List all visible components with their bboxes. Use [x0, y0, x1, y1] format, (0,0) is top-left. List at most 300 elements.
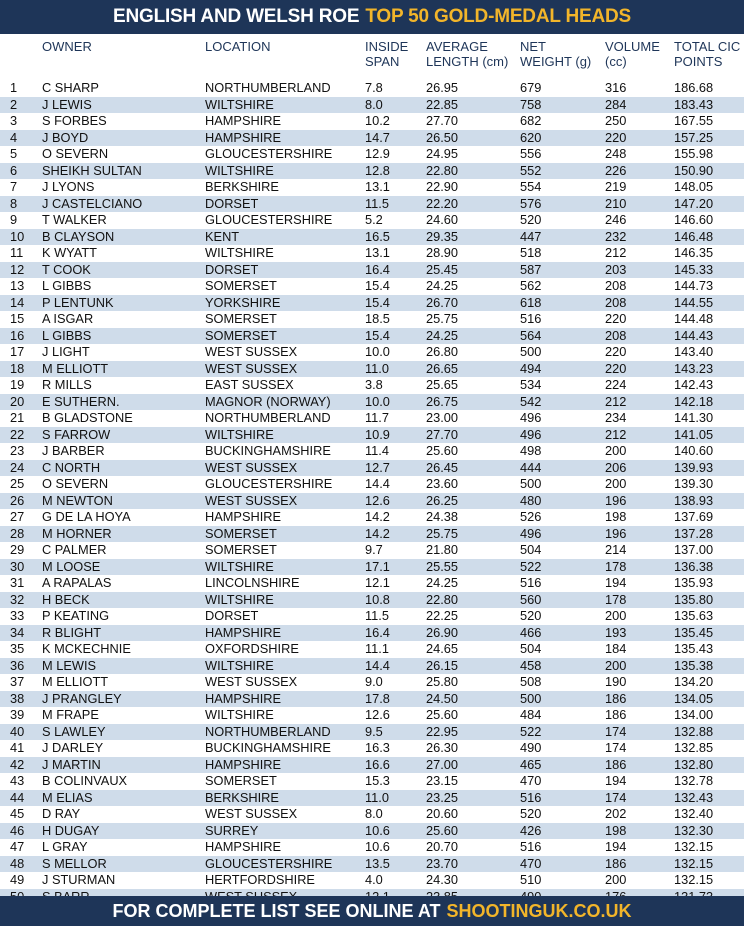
table-row	[0, 295, 744, 312]
footer-link[interactable]: SHOOTINGUK.CO.UK	[446, 900, 632, 921]
cell-owner: J CASTELCIANO	[42, 195, 143, 211]
cell-average-length: 29.35	[426, 228, 459, 244]
table-row	[0, 146, 744, 163]
table-row	[0, 328, 744, 345]
header-volume-line2: (cc)	[605, 54, 627, 69]
table-row	[0, 443, 744, 460]
cell-rank: 46	[10, 822, 25, 838]
cell-location: DORSET	[205, 608, 259, 623]
cell-volume: 178	[605, 591, 627, 607]
cell-owner: K MCKECHNIE	[42, 641, 131, 656]
cell-location: YORKSHIRE	[205, 294, 281, 310]
cell-rank: 29	[10, 542, 25, 557]
cell-average-length: 27.00	[426, 756, 459, 772]
table-row	[0, 410, 744, 427]
cell-average-length: 26.45	[426, 459, 459, 475]
cell-owner: C SHARP	[42, 80, 99, 95]
cell-rank: 22	[10, 426, 25, 442]
cell-owner: L GIBBS	[42, 327, 92, 343]
cell-net-weight: 516	[520, 575, 542, 590]
cell-location: WILTSHIRE	[205, 162, 274, 178]
cell-rank: 49	[10, 872, 25, 887]
cell-rank: 16	[10, 327, 25, 343]
cell-rank: 37	[10, 674, 25, 689]
cell-volume: 184	[605, 641, 627, 656]
cell-total-points: 134.20	[674, 674, 714, 689]
cell-volume: 208	[605, 294, 627, 310]
cell-owner: SHEIKH SULTAN	[42, 162, 142, 178]
cell-inside-span: 12.1	[365, 575, 390, 590]
cell-net-weight: 758	[520, 96, 542, 112]
cell-rank: 47	[10, 839, 25, 854]
cell-rank: 34	[10, 624, 25, 640]
cell-volume: 212	[605, 426, 627, 442]
cell-net-weight: 542	[520, 393, 542, 409]
cell-inside-span: 8.0	[365, 806, 383, 821]
table-row	[0, 311, 744, 328]
cell-owner: S FARROW	[42, 426, 111, 442]
cell-total-points: 183.43	[674, 96, 714, 112]
cell-rank: 40	[10, 723, 25, 739]
cell-rank: 4	[10, 129, 18, 145]
cell-inside-span: 18.5	[365, 311, 390, 326]
cell-rank: 12	[10, 261, 25, 277]
cell-location: BUCKINGHAMSHIRE	[205, 740, 331, 755]
cell-average-length: 24.60	[426, 212, 459, 227]
cell-net-weight: 518	[520, 245, 542, 260]
table-row	[0, 823, 744, 840]
cell-rank: 36	[10, 657, 25, 673]
cell-volume: 206	[605, 459, 627, 475]
table-row	[0, 757, 744, 774]
table-row	[0, 427, 744, 444]
table-header	[0, 34, 744, 80]
cell-volume: 224	[605, 377, 627, 392]
cell-total-points: 141.30	[674, 410, 714, 425]
table-row	[0, 526, 744, 543]
cell-location: HAMPSHIRE	[205, 839, 282, 854]
cell-rank: 17	[10, 344, 25, 359]
table-row	[0, 262, 744, 279]
cell-rank: 25	[10, 476, 25, 491]
cell-owner: T WALKER	[42, 212, 107, 227]
cell-location: WEST SUSSEX	[205, 344, 298, 359]
cell-volume: 186	[605, 690, 627, 706]
cell-inside-span: 12.6	[365, 707, 390, 722]
table-row	[0, 80, 744, 97]
cell-volume: 250	[605, 113, 627, 128]
cell-volume: 194	[605, 575, 627, 590]
cell-total-points: 132.43	[674, 789, 714, 805]
cell-location: MAGNOR (NORWAY)	[205, 393, 331, 409]
cell-net-weight: 520	[520, 806, 542, 821]
cell-total-points: 139.93	[674, 459, 714, 475]
cell-volume: 190	[605, 674, 627, 689]
cell-owner: B GLADSTONE	[42, 410, 133, 425]
cell-owner: J PRANGLEY	[42, 690, 122, 706]
cell-net-weight: 510	[520, 872, 542, 887]
cell-location: SOMERSET	[205, 525, 277, 541]
cell-rank: 19	[10, 377, 25, 392]
cell-owner: R MILLS	[42, 377, 92, 392]
cell-volume: 174	[605, 740, 627, 755]
cell-rank: 24	[10, 459, 25, 475]
cell-net-weight: 562	[520, 278, 542, 293]
cell-net-weight: 496	[520, 525, 542, 541]
cell-inside-span: 17.8	[365, 690, 390, 706]
cell-inside-span: 3.8	[365, 377, 383, 392]
cell-volume: 234	[605, 410, 627, 425]
cell-owner: J BOYD	[42, 129, 89, 145]
cell-net-weight: 534	[520, 377, 542, 392]
cell-average-length: 26.25	[426, 492, 459, 508]
cell-total-points: 146.35	[674, 245, 714, 260]
cell-average-length: 20.70	[426, 839, 459, 854]
cell-inside-span: 12.9	[365, 146, 390, 161]
cell-owner: P KEATING	[42, 608, 110, 623]
cell-average-length: 23.60	[426, 476, 459, 491]
cell-average-length: 24.25	[426, 327, 459, 343]
header-average-length-line2: LENGTH (cm)	[426, 54, 509, 69]
cell-owner: E SUTHERN.	[42, 393, 120, 409]
cell-rank: 44	[10, 789, 25, 805]
cell-average-length: 22.90	[426, 179, 459, 194]
table-row	[0, 278, 744, 295]
cell-total-points: 144.48	[674, 311, 714, 326]
cell-inside-span: 16.6	[365, 756, 390, 772]
cell-total-points: 132.80	[674, 756, 714, 772]
cell-owner: C PALMER	[42, 542, 107, 557]
cell-rank: 43	[10, 773, 25, 788]
cell-total-points: 143.40	[674, 344, 714, 359]
cell-total-points: 135.80	[674, 591, 714, 607]
cell-owner: J STURMAN	[42, 872, 116, 887]
cell-volume: 208	[605, 278, 627, 293]
cell-average-length: 20.60	[426, 806, 459, 821]
cell-rank: 1	[10, 80, 18, 95]
table-row	[0, 707, 744, 724]
header-average-length	[426, 39, 508, 69]
cell-inside-span: 16.3	[365, 740, 390, 755]
cell-rank: 2	[10, 96, 18, 112]
cell-rank: 31	[10, 575, 25, 590]
cell-inside-span: 15.4	[365, 294, 390, 310]
cell-net-weight: 500	[520, 344, 542, 359]
cell-inside-span: 10.9	[365, 426, 390, 442]
cell-average-length: 25.60	[426, 822, 459, 838]
cell-total-points: 157.25	[674, 129, 714, 145]
table-row	[0, 179, 744, 196]
cell-inside-span: 11.5	[365, 608, 389, 623]
cell-owner: O SEVERN	[42, 146, 109, 161]
cell-net-weight: 520	[520, 212, 542, 227]
cell-net-weight: 498	[520, 443, 542, 458]
cell-net-weight: 679	[520, 80, 542, 95]
cell-total-points: 138.93	[674, 492, 714, 508]
cell-total-points: 148.05	[674, 179, 714, 194]
cell-average-length: 26.75	[426, 393, 459, 409]
cell-owner: L GIBBS	[42, 278, 92, 293]
cell-inside-span: 12.8	[365, 162, 390, 178]
cell-volume: 316	[605, 80, 627, 95]
cell-total-points: 155.98	[674, 146, 714, 161]
table-row	[0, 625, 744, 642]
cell-location: WEST SUSSEX	[205, 492, 298, 508]
cell-volume: 186	[605, 707, 627, 722]
cell-inside-span: 10.6	[365, 839, 390, 854]
cell-rank: 11	[10, 245, 24, 260]
cell-rank: 20	[10, 393, 25, 409]
table-row	[0, 361, 744, 378]
cell-net-weight: 465	[520, 756, 542, 772]
cell-total-points: 143.23	[674, 360, 714, 376]
cell-inside-span: 10.0	[365, 393, 390, 409]
table-row	[0, 509, 744, 526]
cell-volume: 178	[605, 558, 627, 574]
cell-inside-span: 9.7	[365, 542, 383, 557]
cell-owner: T COOK	[42, 261, 91, 277]
cell-owner: M ELLIOTT	[42, 674, 109, 689]
cell-location: SOMERSET	[205, 311, 277, 326]
header-owner: OWNER	[42, 39, 92, 54]
header-volume-line1: VOLUME	[605, 39, 660, 54]
cell-volume: 212	[605, 245, 627, 260]
cell-rank: 38	[10, 690, 25, 706]
cell-location: NORTHUMBERLAND	[205, 723, 331, 739]
cell-location: EAST SUSSEX	[205, 377, 294, 392]
header-total-points-line1: TOTAL CIC	[674, 39, 741, 54]
cell-rank: 5	[10, 146, 18, 161]
cell-location: SOMERSET	[205, 327, 277, 343]
cell-net-weight: 576	[520, 195, 542, 211]
header-inside-span	[365, 39, 408, 69]
cell-volume: 200	[605, 872, 627, 887]
cell-owner: L GRAY	[42, 839, 88, 854]
cell-rank: 15	[10, 311, 25, 326]
cell-owner: A ISGAR	[42, 311, 94, 326]
cell-net-weight: 587	[520, 261, 542, 277]
cell-total-points: 132.15	[674, 872, 714, 887]
cell-total-points: 137.00	[674, 542, 714, 557]
cell-average-length: 26.50	[426, 129, 459, 145]
header-average-length-line1: AVERAGE	[426, 39, 488, 54]
cell-location: LINCOLNSHIRE	[205, 575, 300, 590]
table-row	[0, 229, 744, 246]
table-row	[0, 773, 744, 790]
cell-average-length: 24.38	[426, 509, 459, 524]
cell-inside-span: 9.5	[365, 723, 383, 739]
cell-net-weight: 490	[520, 740, 542, 755]
cell-net-weight: 516	[520, 789, 542, 805]
cell-volume: 200	[605, 476, 627, 491]
cell-owner: D RAY	[42, 806, 81, 821]
cell-net-weight: 494	[520, 360, 542, 376]
cell-inside-span: 5.2	[365, 212, 383, 227]
cell-owner: K WYATT	[42, 245, 97, 260]
cell-average-length: 26.70	[426, 294, 459, 310]
cell-net-weight: 516	[520, 311, 542, 326]
cell-total-points: 132.15	[674, 855, 714, 871]
cell-net-weight: 516	[520, 839, 542, 854]
cell-location: WILTSHIRE	[205, 591, 274, 607]
cell-rank: 26	[10, 492, 25, 508]
cell-location: OXFORDSHIRE	[205, 641, 299, 656]
cell-volume: 232	[605, 228, 627, 244]
cell-total-points: 137.28	[674, 525, 714, 541]
cell-location: HERTFORDSHIRE	[205, 872, 315, 887]
cell-net-weight: 526	[520, 509, 542, 524]
cell-net-weight: 682	[520, 113, 542, 128]
cell-net-weight: 470	[520, 773, 542, 788]
cell-owner: B CLAYSON	[42, 228, 115, 244]
cell-volume: 186	[605, 855, 627, 871]
cell-volume: 220	[605, 344, 627, 359]
cell-inside-span: 10.0	[365, 344, 390, 359]
table-row	[0, 724, 744, 741]
cell-net-weight: 496	[520, 426, 542, 442]
cell-average-length: 24.50	[426, 690, 459, 706]
cell-rank: 21	[10, 410, 25, 425]
cell-total-points: 132.88	[674, 723, 714, 739]
cell-net-weight: 480	[520, 492, 542, 508]
cell-owner: P LENTUNK	[42, 294, 114, 310]
cell-rank: 33	[10, 608, 25, 623]
cell-owner: S FORBES	[42, 113, 107, 128]
table-row	[0, 740, 744, 757]
table-row	[0, 608, 744, 625]
cell-total-points: 136.38	[674, 558, 714, 574]
cell-owner: S LAWLEY	[42, 723, 106, 739]
cell-location: BERKSHIRE	[205, 789, 279, 805]
cell-total-points: 144.73	[674, 278, 714, 293]
cell-location: DORSET	[205, 195, 259, 211]
table-row	[0, 592, 744, 609]
table-body	[0, 80, 744, 905]
cell-average-length: 27.70	[426, 113, 459, 128]
table-row	[0, 212, 744, 229]
cell-location: DORSET	[205, 261, 259, 277]
cell-average-length: 24.65	[426, 641, 459, 656]
table-row	[0, 97, 744, 114]
cell-average-length: 23.25	[426, 789, 459, 805]
cell-average-length: 25.65	[426, 377, 459, 392]
cell-net-weight: 447	[520, 228, 542, 244]
cell-inside-span: 17.1	[365, 558, 390, 574]
cell-location: SOMERSET	[205, 278, 277, 293]
cell-total-points: 132.15	[674, 839, 714, 854]
cell-owner: H BECK	[42, 591, 90, 607]
table-row	[0, 344, 744, 361]
cell-owner: O SEVERN	[42, 476, 109, 491]
cell-owner: B COLINVAUX	[42, 773, 128, 788]
cell-volume: 174	[605, 723, 627, 739]
cell-inside-span: 12.6	[365, 492, 390, 508]
cell-volume: 200	[605, 608, 627, 623]
cell-total-points: 135.93	[674, 575, 714, 590]
cell-rank: 8	[10, 195, 18, 211]
cell-location: NORTHUMBERLAND	[205, 80, 331, 95]
cell-total-points: 146.48	[674, 228, 714, 244]
cell-location: KENT	[205, 228, 240, 244]
cell-location: BERKSHIRE	[205, 179, 279, 194]
cell-location: WILTSHIRE	[205, 426, 274, 442]
cell-rank: 35	[10, 641, 25, 656]
cell-volume: 196	[605, 492, 627, 508]
cell-volume: 220	[605, 129, 627, 145]
table-row	[0, 476, 744, 493]
cell-average-length: 21.80	[426, 542, 459, 557]
cell-total-points: 141.05	[674, 426, 714, 442]
cell-net-weight: 500	[520, 690, 542, 706]
cell-net-weight: 504	[520, 641, 542, 656]
cell-owner: M HORNER	[42, 525, 112, 541]
cell-total-points: 186.68	[674, 80, 714, 95]
cell-average-length: 26.65	[426, 360, 459, 376]
header-location: LOCATION	[205, 39, 271, 54]
cell-rank: 45	[10, 806, 25, 821]
table-row	[0, 245, 744, 262]
cell-average-length: 25.60	[426, 443, 459, 458]
cell-total-points: 144.43	[674, 327, 714, 343]
cell-inside-span: 4.0	[365, 872, 383, 887]
cell-location: WILTSHIRE	[205, 96, 274, 112]
cell-location: NORTHUMBERLAND	[205, 410, 331, 425]
cell-inside-span: 10.8	[365, 591, 390, 607]
cell-location: HAMPSHIRE	[205, 756, 282, 772]
cell-net-weight: 520	[520, 608, 542, 623]
cell-total-points: 137.69	[674, 509, 714, 524]
cell-location: WEST SUSSEX	[205, 459, 298, 475]
cell-location: WILTSHIRE	[205, 707, 274, 722]
cell-inside-span: 16.4	[365, 261, 390, 277]
cell-rank: 48	[10, 855, 25, 871]
cell-owner: J DARLEY	[42, 740, 104, 755]
cell-average-length: 27.70	[426, 426, 459, 442]
table-row	[0, 806, 744, 823]
cell-inside-span: 15.3	[365, 773, 390, 788]
cell-volume: 193	[605, 624, 627, 640]
cell-location: WILTSHIRE	[205, 245, 274, 260]
cell-volume: 219	[605, 179, 627, 194]
cell-inside-span: 14.2	[365, 525, 390, 541]
cell-location: GLOUCESTERSHIRE	[205, 146, 333, 161]
cell-inside-span: 8.0	[365, 96, 383, 112]
cell-net-weight: 522	[520, 723, 542, 739]
cell-inside-span: 13.1	[365, 245, 390, 260]
cell-net-weight: 556	[520, 146, 542, 161]
cell-average-length: 25.55	[426, 558, 459, 574]
cell-net-weight: 466	[520, 624, 542, 640]
cell-total-points: 132.30	[674, 822, 714, 838]
cell-total-points: 132.40	[674, 806, 714, 821]
cell-average-length: 25.80	[426, 674, 459, 689]
cell-owner: M LEWIS	[42, 657, 97, 673]
cell-inside-span: 11.0	[365, 360, 389, 376]
cell-location: GLOUCESTERSHIRE	[205, 476, 333, 491]
cell-rank: 6	[10, 162, 18, 178]
header-net-weight-line2: WEIGHT (g)	[520, 54, 592, 69]
cell-volume: 202	[605, 806, 627, 821]
cell-inside-span: 13.5	[365, 855, 390, 871]
cell-location: GLOUCESTERSHIRE	[205, 855, 333, 871]
table-row	[0, 575, 744, 592]
cell-volume: 246	[605, 212, 627, 227]
header-inside-span-line2: SPAN	[365, 54, 400, 69]
cell-net-weight: 496	[520, 410, 542, 425]
cell-rank: 10	[10, 228, 25, 244]
cell-net-weight: 554	[520, 179, 542, 194]
cell-net-weight: 458	[520, 657, 542, 673]
